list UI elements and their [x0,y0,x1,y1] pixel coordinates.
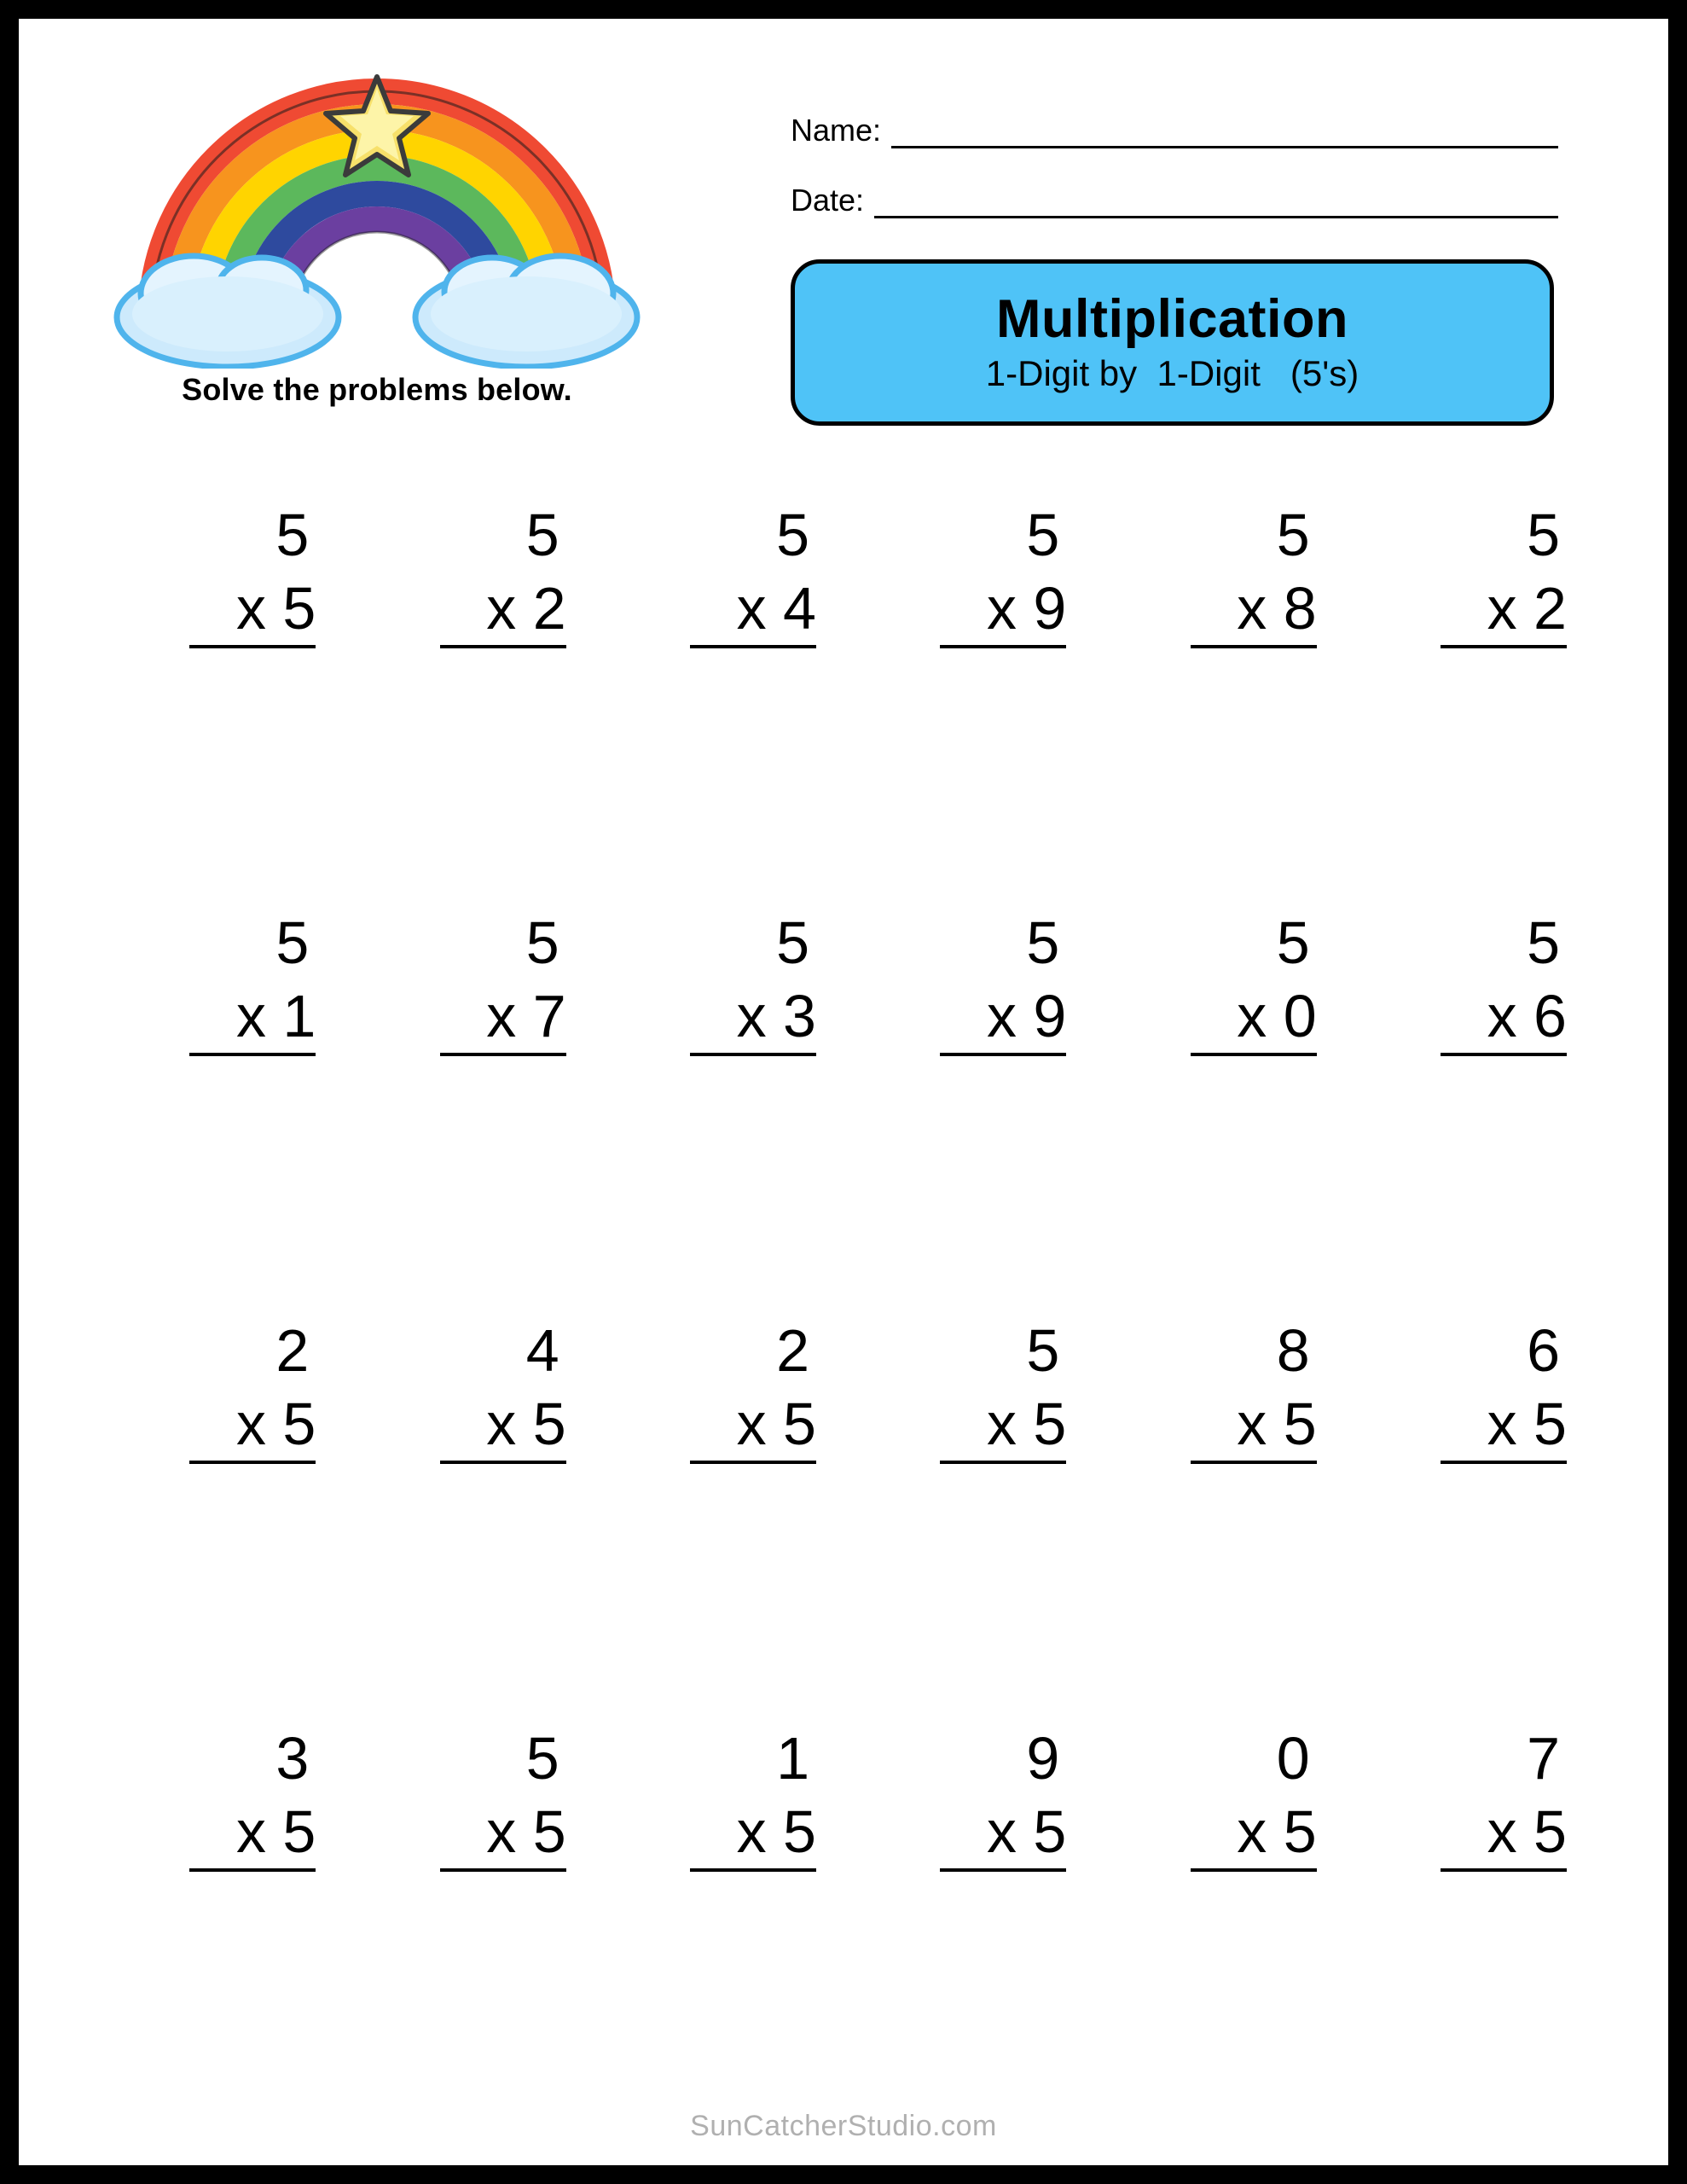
problem-multiplier: x 5 [1487,1798,1567,1865]
problem-multiplier: x 8 [1237,575,1317,642]
problem-item [600,1725,850,2136]
problem-item [100,1317,350,1728]
problem-rule [440,1868,566,1872]
problem-multiplier: x 7 [486,983,566,1049]
problem-item [850,909,1100,1321]
problem-multiplier: x 4 [736,575,816,642]
problem-multiplier: x 5 [235,575,316,642]
problem-multiplier: x 9 [986,983,1067,1049]
problem-multiplier: x 9 [986,575,1067,642]
problem-multiplier: x 5 [486,1391,566,1457]
problem-rule [189,645,316,648]
date-field-row [791,183,1558,218]
problem-multiplicand: 5 [275,502,310,568]
problem-rule [189,1868,316,1872]
problem-multiplier: x 5 [235,1798,316,1865]
problem-rule [690,645,816,648]
problem-rule [189,1053,316,1056]
problem-rule [940,1053,1066,1056]
problem-multiplier: x 5 [736,1798,816,1865]
worksheet-header [19,19,1668,462]
problem-multiplicand: 5 [525,909,559,976]
problem-item [600,909,850,1321]
problem-multiplier: x 5 [486,1798,566,1865]
problem-rule [1191,1868,1317,1872]
problem-rule [440,645,566,648]
problem-item [1351,1725,1601,2136]
problem-rule [690,1868,816,1872]
name-label: Name: [791,113,882,148]
problem-multiplicand: 3 [275,1725,310,1792]
problem-item [600,502,850,913]
page-subtitle: 1-Digit by 1-Digit (5's) [985,352,1359,393]
problem-multiplicand: 5 [776,502,809,568]
problem-multiplier: x 5 [1237,1391,1317,1457]
problem-multiplicand: 5 [1026,909,1060,976]
problem-item [850,1725,1100,2136]
problem-multiplicand: 8 [1276,1317,1310,1384]
name-input-line[interactable] [891,119,1558,148]
problem-rule [940,1868,1066,1872]
problem-item [1351,1317,1601,1728]
problem-multiplier: x 5 [736,1391,816,1457]
problem-multiplicand: 2 [275,1317,310,1384]
instruction-text: Solve the problems below. [182,372,572,407]
problem-rule [1441,1053,1567,1056]
name-date-fields [791,113,1558,253]
problem-rule [189,1461,316,1464]
problem-multiplier: x 5 [235,1391,316,1457]
problem-item [100,502,350,913]
problem-item [350,909,600,1321]
problem-item [1351,502,1601,913]
problem-rule [1191,645,1317,648]
date-label: Date: [791,183,865,218]
problem-item [350,1725,600,2136]
problem-rule [690,1053,816,1056]
problem-multiplicand: 5 [525,1725,559,1792]
rainbow-illustration-block [78,61,675,408]
problem-multiplicand: 2 [776,1317,809,1384]
problem-multiplier: x 2 [486,575,566,642]
problem-item [100,909,350,1321]
rainbow-with-star-and-clouds-icon [100,61,654,369]
worksheet-page [19,19,1668,2165]
problem-rule [440,1053,566,1056]
problem-item [100,1725,350,2136]
page-title: Multiplication [996,289,1348,350]
date-input-line[interactable] [874,189,1558,218]
problem-multiplier: x 0 [1237,983,1317,1049]
problem-rule [1191,1461,1317,1464]
problem-multiplier: x 5 [986,1798,1067,1865]
problem-multiplier: x 5 [986,1391,1067,1457]
problems-grid [100,502,1601,2136]
problem-item [600,1317,850,1728]
problem-multiplicand: 5 [1026,502,1060,568]
problem-rule [440,1461,566,1464]
problem-multiplicand: 9 [1026,1725,1060,1792]
problem-multiplicand: 1 [776,1725,809,1792]
problem-multiplicand: 5 [776,909,809,976]
problem-item [1100,1317,1350,1728]
problem-rule [1441,1461,1567,1464]
problem-item [1100,909,1350,1321]
problem-item [350,502,600,913]
problem-multiplicand: 5 [1026,1317,1060,1384]
worksheet-title-box [791,259,1554,426]
problem-multiplier: x 6 [1487,983,1567,1049]
problem-multiplier: x 5 [1237,1798,1317,1865]
problem-multiplier: x 3 [736,983,816,1049]
name-field-row [791,113,1558,148]
problem-multiplicand: 5 [1527,502,1560,568]
footer-credit: SunCatcherStudio.com [690,2110,997,2142]
problem-item [850,1317,1100,1728]
problem-multiplicand: 7 [1527,1725,1560,1792]
problem-multiplicand: 5 [1276,909,1310,976]
problem-item [1100,502,1350,913]
problem-rule [1191,1053,1317,1056]
problem-multiplicand: 5 [525,502,559,568]
problem-item [1100,1725,1350,2136]
problem-multiplicand: 4 [525,1317,559,1384]
problem-item [850,502,1100,913]
problem-multiplicand: 5 [1527,909,1560,976]
problem-rule [940,1461,1066,1464]
problem-rule [940,645,1066,648]
problem-multiplier: x 1 [235,983,316,1049]
problem-rule [1441,1868,1567,1872]
problem-item [1351,909,1601,1321]
problem-multiplicand: 0 [1276,1725,1310,1792]
problem-multiplicand: 6 [1527,1317,1560,1384]
problem-multiplier: x 2 [1487,575,1567,642]
problem-item [350,1317,600,1728]
problem-multiplicand: 5 [275,909,310,976]
problem-multiplicand: 5 [1276,502,1310,568]
problem-rule [690,1461,816,1464]
problem-multiplier: x 5 [1487,1391,1567,1457]
problem-rule [1441,645,1567,648]
